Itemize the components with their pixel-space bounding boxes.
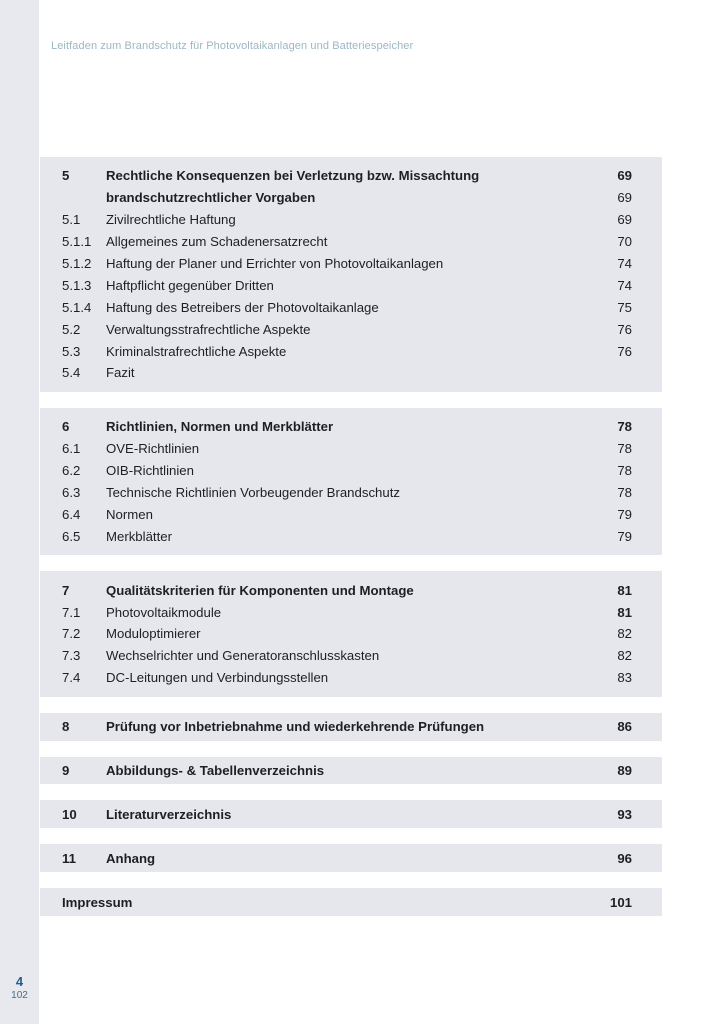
toc-section [40, 713, 662, 741]
toc-entry[interactable] [40, 438, 662, 460]
toc-entry-number: 7.2 [62, 626, 81, 642]
toc-entry-number: 7.1 [62, 604, 81, 620]
toc-entry-title: Haftung des Betreibers der Photovoltaikanlage [106, 299, 379, 315]
toc-entry-number: 9 [62, 763, 70, 779]
toc-entry[interactable] [40, 416, 662, 438]
toc-section [40, 157, 662, 392]
toc-entry-title: Wechselrichter und Generatoranschlusskasten [106, 648, 380, 664]
toc-entry-title: Richtlinien, Normen und Merkblätter [106, 419, 334, 435]
toc-entry[interactable] [40, 716, 662, 738]
toc-section [40, 571, 662, 696]
toc-entry-title: Verwaltungsstrafrechtliche Aspekte [106, 321, 311, 337]
toc-entry-page: 69 [617, 190, 632, 206]
toc-entry[interactable] [40, 187, 662, 209]
toc-entry-number: 6.2 [62, 463, 81, 479]
toc-entry-number: 5 [62, 168, 70, 184]
toc-entry-title: Haftpflicht gegenüber Dritten [106, 277, 274, 293]
toc-entry-page: 75 [617, 299, 632, 315]
toc-entry-number: 6.3 [62, 485, 81, 501]
toc-entry[interactable] [40, 231, 662, 253]
toc-entry-page: 78 [617, 441, 632, 457]
toc-entry-title: Rechtliche Konsequenzen bei Verletzung bzw. Missachtung [106, 168, 480, 184]
toc-entry-title: Literaturverzeichnis [106, 806, 232, 822]
toc-entry-title: DC-Leitungen und Verbindungsstellen [106, 670, 329, 686]
toc-entry-title: Qualitätskriterien für Komponenten und Montage [106, 582, 414, 598]
toc-entry[interactable] [40, 803, 662, 825]
toc-entry-title: Technische Richtlinien Vorbeugender Brandschutz [106, 485, 400, 501]
toc-entry-title: Fazit [106, 365, 135, 381]
toc-entry-title: brandschutzrechtlicher Vorgaben [106, 190, 316, 206]
toc-entry-number: 6.1 [62, 441, 81, 457]
toc-entry-number: 5.1 [62, 212, 81, 228]
toc-entry-page: 70 [617, 234, 632, 250]
toc-entry-page: 78 [617, 419, 632, 435]
toc-entry-number: 5.1.1 [62, 234, 92, 250]
toc-entry-title: Prüfung vor Inbetriebnahme und wiederkehrende Prüfungen [106, 719, 485, 735]
toc-entry[interactable] [40, 645, 662, 667]
toc-entry-page: 101 [609, 894, 632, 910]
toc-entry-page: 83 [617, 670, 632, 686]
toc-entry-number: 5.3 [62, 343, 81, 359]
toc-entry-title: Kriminalstrafrechtliche Aspekte [106, 343, 287, 359]
toc-entry-page: 82 [617, 648, 632, 664]
toc-entry[interactable] [40, 525, 662, 547]
toc-entry-page: 69 [617, 212, 632, 228]
toc-entry-page: 86 [617, 719, 632, 735]
toc-entry-title: Haftung der Planer und Errichter von Photovoltaikanlagen [106, 256, 444, 271]
toc-entry-number: 6.4 [62, 506, 81, 522]
toc-entry[interactable] [40, 296, 662, 318]
toc-entry-page: 82 [617, 626, 632, 642]
toc-entry[interactable] [40, 847, 662, 869]
toc-section [40, 757, 662, 785]
toc-entry-number: 7.4 [62, 670, 81, 686]
toc-entry-title: Abbildungs- & Tabellenverzeichnis [106, 763, 325, 779]
toc-section [40, 844, 662, 872]
toc-entry-number: 6 [62, 419, 70, 435]
toc-entry-title: Normen [106, 506, 153, 522]
toc-entry-title: Zivilrechtliche Haftung [106, 212, 236, 228]
toc-entry-title: Moduloptimierer [106, 626, 201, 642]
toc-entry-number: 5.2 [62, 321, 81, 337]
toc-entry-page: 74 [617, 256, 632, 271]
toc-entry-number: 6.5 [62, 528, 81, 544]
toc-entry[interactable] [40, 891, 662, 913]
running-header: Leitfaden zum Brandschutz für Photovoltaikanlagen und Batteriespeicher [51, 40, 414, 52]
toc-entry[interactable] [40, 667, 662, 689]
toc-entry[interactable] [40, 482, 662, 504]
toc-entry-page: 78 [617, 485, 632, 501]
toc-entry-title: Anhang [106, 850, 156, 866]
toc-entry[interactable] [40, 340, 662, 362]
toc-entry-page: 79 [617, 506, 632, 522]
toc-entry-title: Impressum [62, 894, 133, 910]
toc-entry-page: 74 [617, 277, 632, 293]
toc-entry[interactable] [40, 623, 662, 645]
toc-entry-title: OVE-Richtlinien [106, 441, 200, 457]
page-sidebar [0, 0, 39, 1024]
toc-entry-page: 89 [617, 763, 632, 779]
toc-entry[interactable] [40, 209, 662, 231]
toc-entry[interactable] [40, 460, 662, 482]
toc-entry[interactable] [40, 760, 662, 782]
toc-entry-number: 5.4 [62, 365, 81, 381]
toc-entry-number: 10 [62, 806, 77, 822]
toc-entry-page: 76 [617, 343, 632, 359]
toc-entry-page: 96 [617, 850, 632, 866]
toc-entry-page: 81 [617, 604, 632, 620]
toc-entry-number: 5.1.3 [62, 277, 92, 293]
toc-entry[interactable] [40, 318, 662, 340]
toc-entry-title: Allgemeines zum Schadenersatzrecht [106, 234, 328, 250]
toc-entry-title: Merkblätter [106, 528, 172, 544]
toc-entry[interactable] [40, 274, 662, 296]
toc-entry-page: 69 [617, 168, 632, 184]
toc-entry[interactable] [40, 601, 662, 623]
toc-entry[interactable] [40, 362, 662, 384]
table-of-contents [40, 157, 662, 932]
toc-entry-page: 79 [617, 528, 632, 544]
toc-entry-number: 8 [62, 719, 70, 735]
toc-entry[interactable] [40, 579, 662, 601]
toc-entry[interactable] [40, 165, 662, 187]
toc-entry-page: 93 [617, 806, 632, 822]
toc-entry-number: 11 [62, 850, 76, 866]
toc-section [40, 800, 662, 828]
toc-entry-number: 5.1.2 [62, 256, 92, 271]
toc-entry-title: Photovoltaikmodule [106, 604, 222, 620]
toc-section [40, 408, 662, 555]
toc-entry-number: 7.3 [62, 648, 81, 664]
toc-entry-title: OIB-Richtlinien [106, 463, 194, 479]
toc-entry-page: 76 [617, 321, 632, 337]
toc-entry-page: 81 [617, 582, 632, 598]
toc-entry-number: 5.1.4 [62, 299, 92, 315]
toc-entry[interactable] [40, 253, 662, 275]
toc-entry-page: 78 [617, 463, 632, 479]
toc-section [40, 888, 662, 916]
page-total: 102 [11, 990, 28, 1001]
toc-entry[interactable] [40, 503, 662, 525]
page-number: 4 [15, 974, 24, 989]
toc-entry-number: 7 [62, 582, 70, 598]
